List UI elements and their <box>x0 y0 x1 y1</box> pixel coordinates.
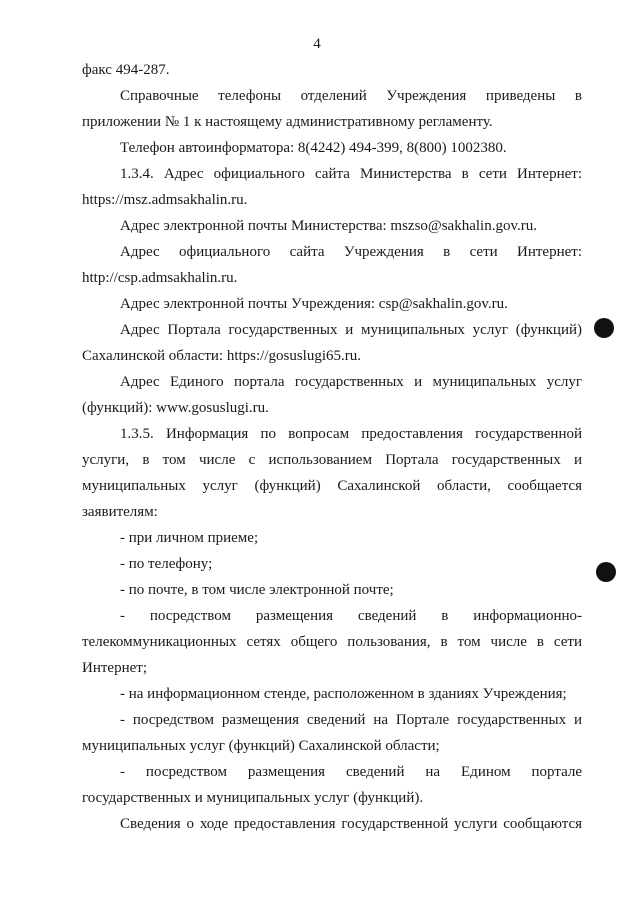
list-item: - на информационном стенде, расположенном в зданиях Учреждения; <box>120 686 567 702</box>
text-line: Сведения о ходе предоставления государственной услуги сообщаются <box>120 816 582 832</box>
text-line: http://csp.admsakhalin.ru. <box>82 270 238 286</box>
list-item: - при личном приеме; <box>120 530 259 546</box>
text-line: Адрес электронной почты Министерства: mszso@sakhalin.gov.ru. <box>120 218 537 234</box>
text-line: Сахалинской области: https://gosuslugi65.ru. <box>82 348 361 364</box>
text-line: Справочные телефоны отделений Учреждения приведены в <box>120 88 582 104</box>
text-line: Телефон автоинформатора: 8(4242) 494-399, 8(800) 1002380. <box>120 140 507 156</box>
list-item: - посредством размещения сведений на Едином портале <box>120 764 582 780</box>
text-line: Адрес электронной почты Учреждения: csp@sakhalin.gov.ru. <box>120 296 508 312</box>
text-line: телекоммуникационных сетях общего пользования, в том числе в сети <box>82 634 582 650</box>
page-number: 4 <box>313 36 321 52</box>
text-line: муниципальных услуг (функций) Сахалинской области, сообщается <box>82 478 582 494</box>
text-line: 1.3.4. Адрес официального сайта Министерства в сети Интернет: <box>120 166 582 182</box>
text-line: услуги, в том числе с использованием Портала государственных и <box>82 452 582 468</box>
text-line: (функций): www.gosuslugi.ru. <box>82 400 269 416</box>
list-item: - по почте, в том числе электронной почте; <box>120 582 394 598</box>
list-item: - посредством размещения сведений в информационно- <box>120 608 582 624</box>
text-line: Адрес Единого портала государственных и муниципальных услуг <box>120 374 582 390</box>
text-line: Интернет; <box>82 660 147 676</box>
text-line: факс 494-287. <box>82 62 170 78</box>
text-line: Адрес Портала государственных и муниципальных услуг (функций) <box>120 322 582 338</box>
text-line: муниципальных услуг (функций) Сахалинской области; <box>82 738 440 754</box>
punch-hole-mark <box>594 318 614 338</box>
text-line: заявителям: <box>82 504 158 520</box>
list-item: - по телефону; <box>120 556 213 572</box>
text-line: государственных и муниципальных услуг (функций). <box>82 790 424 806</box>
list-item: - посредством размещения сведений на Портале государственных и <box>120 712 582 728</box>
text-line: приложении № 1 к настоящему административному регламенту. <box>82 114 493 130</box>
text-line: 1.3.5. Информация по вопросам предоставления государственной <box>120 426 582 442</box>
punch-hole-mark <box>596 562 616 582</box>
text-line: Адрес официального сайта Учреждения в сети Интернет: <box>120 244 582 260</box>
text-line: https://msz.admsakhalin.ru. <box>82 192 248 208</box>
